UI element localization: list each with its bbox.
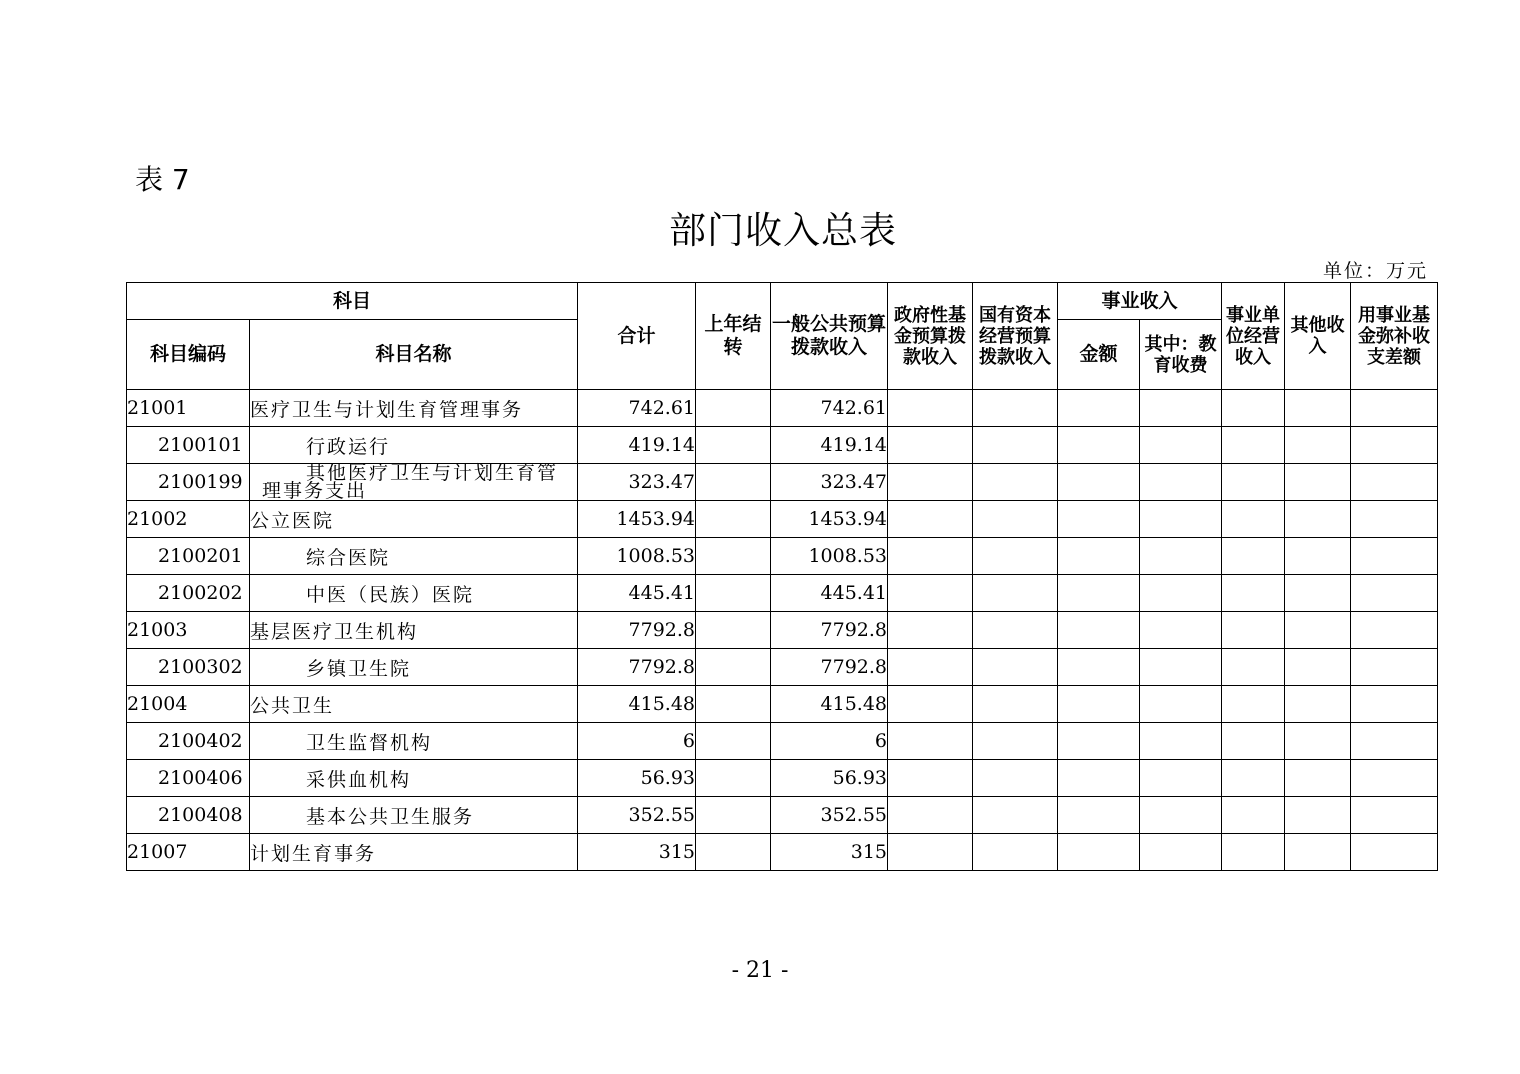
row-general: 352.55 <box>771 797 888 834</box>
table-row <box>127 723 1438 760</box>
table-row <box>127 760 1438 797</box>
header-subject-name: 科目名称 <box>250 320 578 390</box>
row-name: 行政运行 <box>250 427 578 464</box>
income-summary-table <box>126 282 1438 871</box>
table-row <box>127 464 1438 501</box>
row-name: 中医（民族）医院 <box>250 575 578 612</box>
row-general: 7792.8 <box>771 649 888 686</box>
row-code: 2100302 <box>127 649 250 686</box>
header-subject-code: 科目编码 <box>127 320 250 390</box>
row-total: 1008.53 <box>578 538 696 575</box>
row-name: 综合医院 <box>250 538 578 575</box>
row-general: 415.48 <box>771 686 888 723</box>
row-general: 315 <box>771 834 888 871</box>
table-row <box>127 612 1438 649</box>
header-amount: 金额 <box>1058 320 1140 390</box>
row-code: 2100202 <box>127 575 250 612</box>
row-name: 其他医疗卫生与计划生育管理事务支出 <box>250 464 578 501</box>
row-general: 742.61 <box>771 390 888 427</box>
row-name: 采供血机构 <box>250 760 578 797</box>
row-total: 415.48 <box>578 686 696 723</box>
row-name: 乡镇卫生院 <box>250 649 578 686</box>
row-general: 323.47 <box>771 464 888 501</box>
row-total: 1453.94 <box>578 501 696 538</box>
row-code: 2100101 <box>127 427 250 464</box>
row-code: 21002 <box>127 501 250 538</box>
row-general: 1008.53 <box>771 538 888 575</box>
row-name: 基层医疗卫生机构 <box>250 612 578 649</box>
row-code: 2100406 <box>127 760 250 797</box>
row-name: 公共卫生 <box>250 686 578 723</box>
unit-label: 单位：万元 <box>1322 260 1428 282</box>
row-total: 419.14 <box>578 427 696 464</box>
table-row <box>127 501 1438 538</box>
row-code: 2100201 <box>127 538 250 575</box>
table-row <box>127 538 1438 575</box>
page-title: 部门收入总表 <box>669 209 897 252</box>
header-business-income: 事业收入 <box>1058 283 1222 320</box>
row-name: 卫生监督机构 <box>250 723 578 760</box>
row-total: 352.55 <box>578 797 696 834</box>
header-general-budget: 一般公共预算拨款收入 <box>771 283 888 390</box>
table-row <box>127 649 1438 686</box>
row-general: 445.41 <box>771 575 888 612</box>
row-code: 21001 <box>127 390 250 427</box>
header-total: 合计 <box>578 283 696 390</box>
row-code: 21007 <box>127 834 250 871</box>
header-education-fee: 其中：教育收费 <box>1140 320 1222 390</box>
row-code: 2100408 <box>127 797 250 834</box>
row-total: 323.47 <box>578 464 696 501</box>
row-total: 445.41 <box>578 575 696 612</box>
table-row <box>127 427 1438 464</box>
row-total: 315 <box>578 834 696 871</box>
table-row <box>127 575 1438 612</box>
header-other-income: 其他收入 <box>1285 283 1351 390</box>
row-total: 7792.8 <box>578 649 696 686</box>
row-name: 基本公共卫生服务 <box>250 797 578 834</box>
row-general: 56.93 <box>771 760 888 797</box>
row-total: 56.93 <box>578 760 696 797</box>
table-row <box>127 686 1438 723</box>
row-general: 6 <box>771 723 888 760</box>
header-subject: 科目 <box>127 283 578 320</box>
row-code: 2100402 <box>127 723 250 760</box>
table-row <box>127 390 1438 427</box>
header-state-capital: 国有资本经营预算拨款收入 <box>973 283 1058 390</box>
row-total: 7792.8 <box>578 612 696 649</box>
row-general: 7792.8 <box>771 612 888 649</box>
row-total: 6 <box>578 723 696 760</box>
row-general: 1453.94 <box>771 501 888 538</box>
header-operating-income: 事业单位经营收入 <box>1222 283 1285 390</box>
row-code: 21004 <box>127 686 250 723</box>
row-general: 419.14 <box>771 427 888 464</box>
table-label: 表 7 <box>135 163 190 196</box>
header-carryover: 上年结转 <box>696 283 771 390</box>
row-name: 公立医院 <box>250 501 578 538</box>
table-row <box>127 797 1438 834</box>
header-fund-balance: 用事业基金弥补收支差额 <box>1351 283 1438 390</box>
row-total: 742.61 <box>578 390 696 427</box>
row-code: 21003 <box>127 612 250 649</box>
table-row <box>127 834 1438 871</box>
row-name: 医疗卫生与计划生育管理事务 <box>250 390 578 427</box>
header-gov-fund: 政府性基金预算拨款收入 <box>888 283 973 390</box>
row-name: 计划生育事务 <box>250 834 578 871</box>
row-code: 2100199 <box>127 464 250 501</box>
page-number: - 21 - <box>731 958 789 983</box>
